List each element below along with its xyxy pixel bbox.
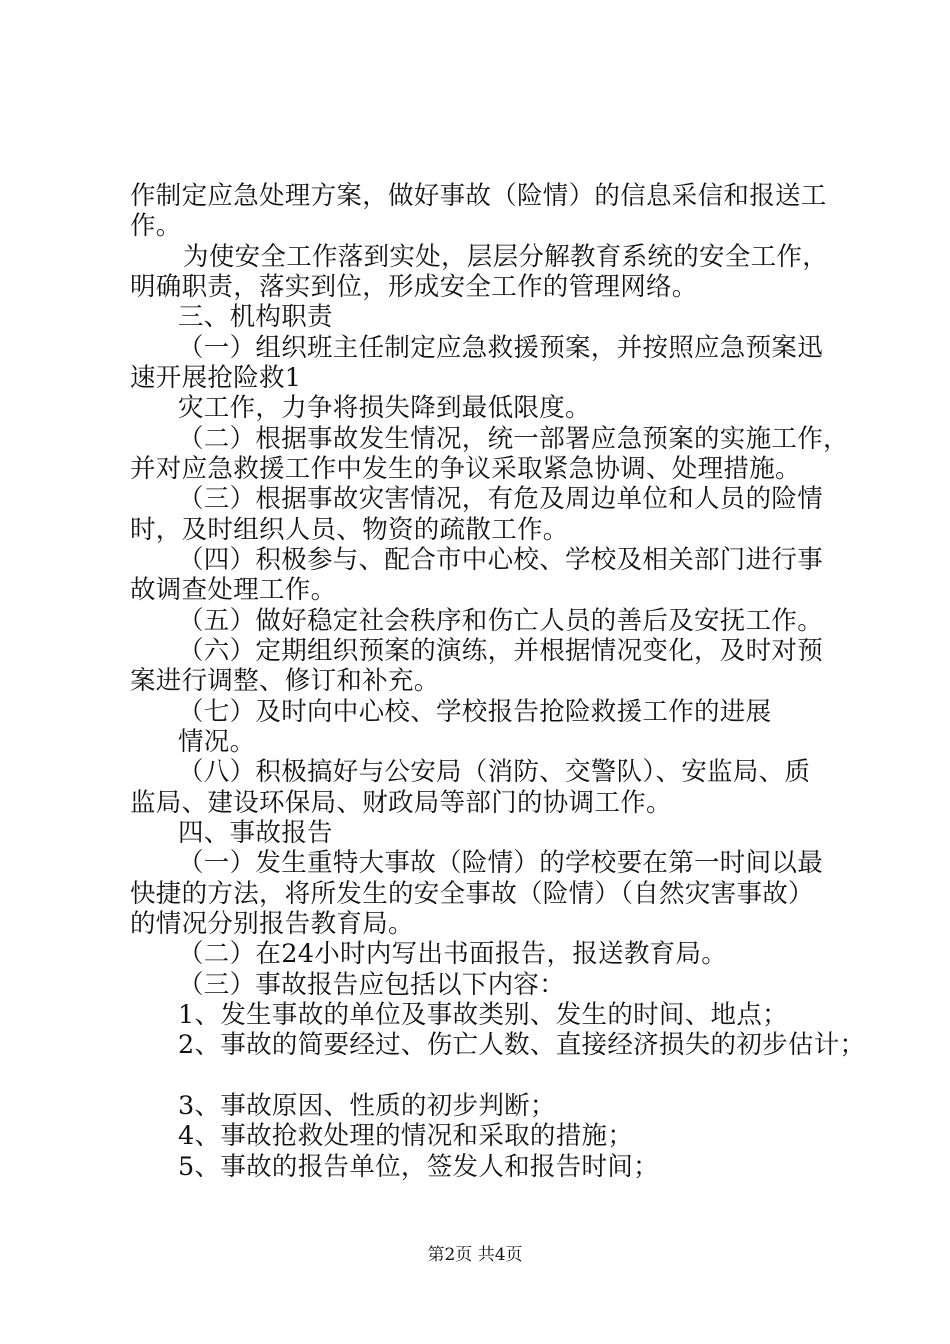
text-line: （一）组织班主任制定应急救援预案，并按照应急预案迅	[178, 333, 824, 363]
list-item: 3、事故原因、性质的初步判断；	[178, 1091, 556, 1121]
text-line: 速开展抢险救1	[130, 363, 302, 393]
list-item: 4、事故抢救处理的情况和采取的措施；	[178, 1121, 634, 1151]
text-line: 灾工作，力争将损失降到最低限度。	[178, 393, 591, 423]
text-line: （八）积极搞好与公安局（消防、交警队）、安监局、质	[178, 757, 811, 787]
text-line: 情况。	[178, 727, 256, 757]
text-line: （三）事故报告应包括以下内容：	[178, 970, 566, 1000]
text-line: 案进行调整、修订和补充。	[130, 666, 440, 696]
text-line: 并对应急救援工作中发生的争议采取紧急协调、处理措施。	[130, 454, 801, 484]
section-heading: 四、事故报告	[178, 818, 333, 848]
list-item: 1、发生事故的单位及事故类别、发生的时间、地点；	[178, 1000, 788, 1030]
text-line: （二）根据事故发生情况，统一部署应急预案的实施工作，	[178, 424, 849, 454]
text-line: （五）做好稳定社会秩序和伤亡人员的善后及安抚工作。	[178, 606, 824, 636]
text-line: 故调查处理工作。	[130, 575, 337, 605]
text-line: （二）在24小时内写出书面报告，报送教育局。	[178, 939, 728, 969]
text-line: （四）积极参与、配合市中心校、学校及相关部门进行事	[178, 545, 824, 575]
text-line: 作。	[130, 211, 182, 241]
text-line: 监局、建设环保局、财政局等部门的协调工作。	[130, 788, 672, 818]
text-line: （七）及时向中心校、学校报告抢险救援工作的进展	[178, 697, 772, 727]
text-line: 明确职责，落实到位，形成安全工作的管理网络。	[130, 272, 698, 302]
text-line: 作制定应急处理方案，做好事故（险情）的信息采信和报送工	[130, 181, 827, 211]
text-line: 的情况分别报告教育局。	[130, 909, 414, 939]
text-line: （一）发生重特大事故（险情）的学校要在第一时间以最	[178, 848, 824, 878]
text-line: （三）根据事故灾害情况，有危及周边单位和人员的险情	[178, 484, 824, 514]
text-line: 为使安全工作落到实处，层层分解教育系统的安全工作，	[183, 242, 829, 272]
page-number-footer: 第2页 共4页	[427, 1245, 523, 1265]
text-line: 时，及时组织人员、物资的疏散工作。	[130, 515, 569, 545]
list-item: 2、事故的简要经过、伤亡人数、直接经济损失的初步估计；	[178, 1030, 866, 1060]
text-line: （六）定期组织预案的演练，并根据情况变化，及时对预	[178, 636, 824, 666]
section-heading: 三、机构职责	[178, 302, 333, 332]
list-item: 5、事故的报告单位，签发人和报告时间；	[178, 1152, 659, 1182]
text-line: 快捷的方法，将所发生的安全事故（险情）（自然灾害事故）	[130, 879, 814, 909]
